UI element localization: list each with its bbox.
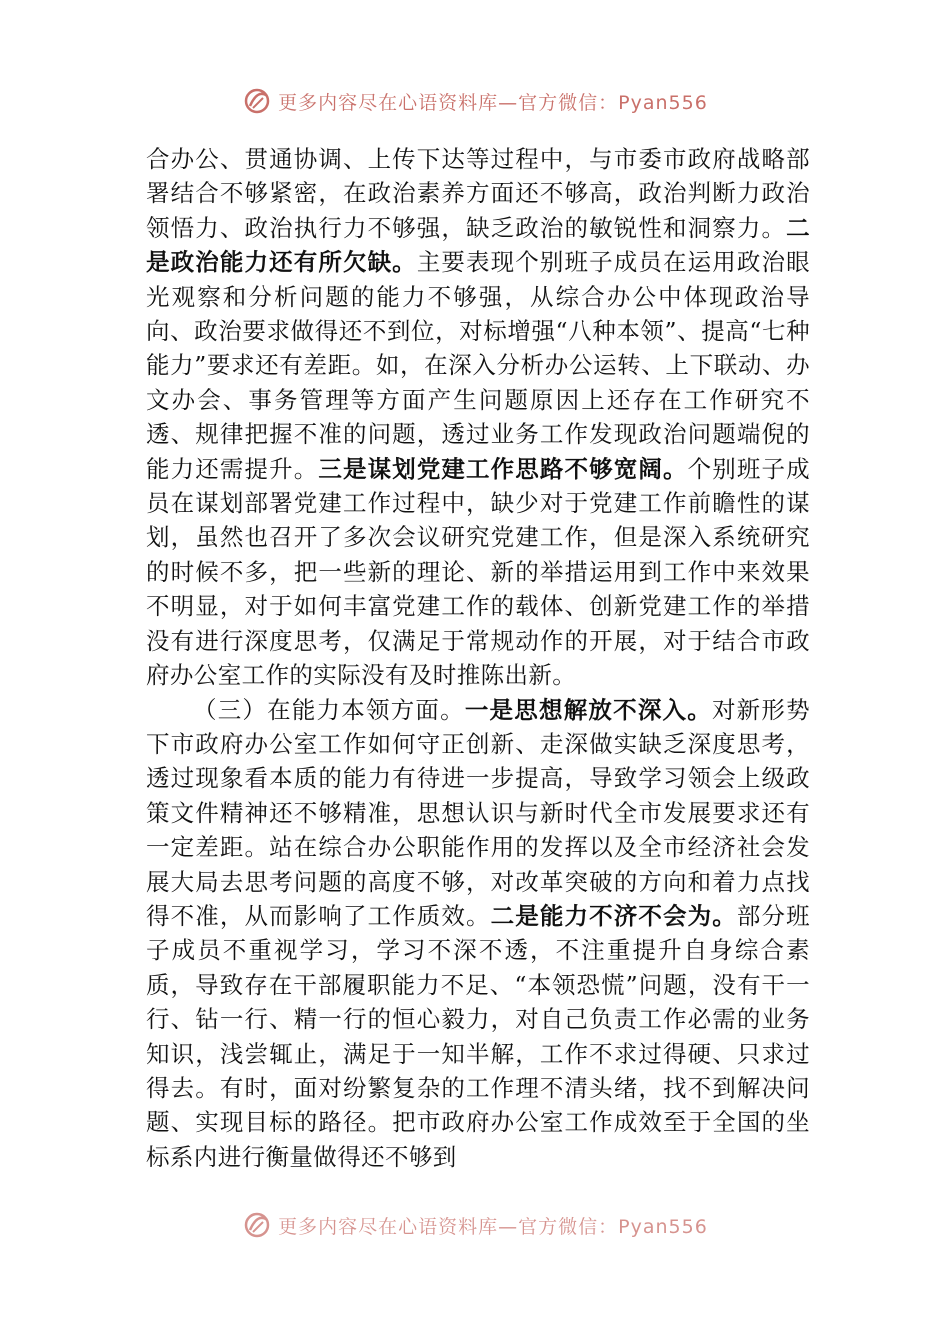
text-run: 主要表现个别班子成员在运用政治眼光观察和分析问题的能力不够强，从综合办公中体现政治导向、政治要求做得还不到位，对标增强“八种本领”、提高“七种能力”要求还有差距。如，在深入分析办公运转、上下联动、办文办会、事务管理等方面产生问题原因上还存在工作研究不透、规律把握不准的问题，透过业务工作发现政治问题端倪的能力还需提升。 [146,248,810,483]
watermark-text: 更多内容尽在心语资料库—官方微信：Pyan556 [278,1215,708,1238]
logo-icon [242,1210,272,1240]
bold-heading-run: 二是能力不济不会为。 [490,901,737,930]
bold-heading-run: 一是思想解放不深入。 [464,695,712,724]
paragraph [146,142,810,693]
bold-heading-run: 三是谋划党建工作思路不够宽阔。 [318,454,688,483]
watermark-text: 更多内容尽在心语资料库—官方微信：Pyan556 [278,91,708,114]
paragraph [146,693,810,1175]
document-body [146,142,810,1174]
bold-heading-run: 二是政治能力还有所欠缺。 [146,213,810,277]
watermark-footer [0,1210,950,1240]
text-run: 合办公、贯通协调、上传下达等过程中，与市委市政府战略部署结合不够紧密，在政治素养方面还不够高，政治判断力政治领悟力、政治执行力不够强，缺乏政治的敏锐性和洞察力。 [146,145,810,242]
text-run: 对新形势下市政府办公室工作如何守正创新、走深做实缺乏深度思考，透过现象看本质的能力有待进一步提高，导致学习领会上级政策文件精神还不够精准，思想认识与新时代全市发展要求还有一定差距。站在综合办公职能作用的发挥以及全市经济社会发展大局去思考问题的高度不够，对改革突破的方向和着力点找得不准，从而影响了工作质效。 [146,695,811,930]
watermark-header [0,86,950,116]
text-run: （三）在能力本领方面。 [193,695,465,724]
text-run: 个别班子成员在谋划部署党建工作过程中，缺少对于党建工作前瞻性的谋划，虽然也召开了多次会议研究党建工作，但是深入系统研究的时候不多，把一些新的理论、新的举措运用到工作中来效果不明显，对于如何丰富党建工作的载体、创新党建工作的举措没有进行深度思考，仅满足于常规动作的开展，对于结合市政府办公室工作的实际没有及时推陈出新。 [146,454,810,690]
text-run: 部分班子成员不重视学习，学习不深不透，不注重提升自身综合素质，导致存在干部履职能力不足、“本领恐慌”问题，没有干一行、钻一行、精一行的恒心毅力，对自己负责工作必需的业务知识，浅尝辄止，满足于一知半解，工作不求过得硬、只求过得去。有时，面对纷繁复杂的工作理不清头绪，找不到解决问题、实现目标的路径。把市政府办公室工作成效至于全国的坐标系内进行衡量做得还不够到 [146,901,810,1171]
logo-icon [242,86,272,116]
